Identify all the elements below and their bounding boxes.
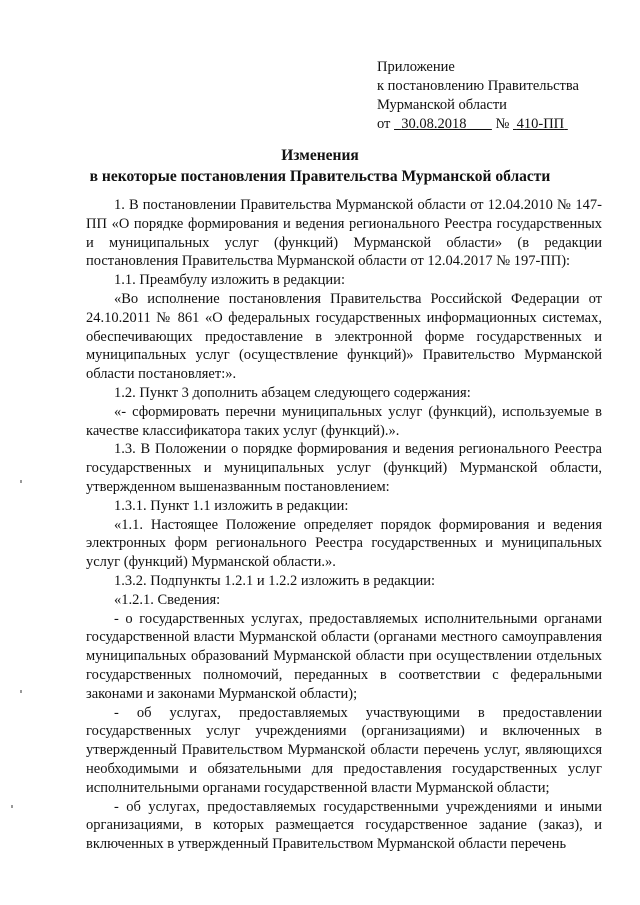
title-line-2: в некоторые постановления Правительства Мурманской области [89, 168, 551, 185]
paragraph-1-2: 1.2. Пункт 3 дополнить абзацем следующего содержания: [114, 384, 471, 401]
document-number: 410-ПП [516, 116, 565, 132]
list-item-1: - о государственных услугах, предоставляемых исполнительными органами государственной власти Мурманской области (органами местного самоуправления муниципальных образований Мурманской области при осуществлении отдельных государственных полномочий, переданных в соответствии с федеральными законами и законами Мурманской области); [86, 610, 602, 702]
paragraph-1-1: 1.1. Преамбулу изложить в редакции: [114, 272, 345, 289]
document-title [0, 145, 640, 187]
paragraph-1-3: 1.3. В Положении о порядке формирования и ведения регионального Реестра государственных и муниципальных услуг (функций) Мурманской области, утвержденном вышеназванным постановлением: [86, 441, 602, 495]
date-prefix: от [377, 116, 391, 132]
appendix-line-1: Приложение [377, 59, 455, 75]
document-body [86, 196, 602, 854]
scan-speck [11, 805, 13, 808]
scan-speck [20, 480, 22, 483]
paragraph-1-2-1: «1.2.1. Сведения: [114, 591, 221, 608]
document-date: 30.08.2018 [401, 116, 467, 132]
appendix-block [377, 58, 579, 134]
scan-speck [20, 690, 22, 693]
list-item-3: - об услугах, предоставляемых государственными учреждениями и иными организациями, в которых размещается государственное задание (заказ), и включенных в утвержденный Правительством Мурманской области перечень [86, 798, 602, 853]
list-item-2: - об услугах, предоставляемых участвующими в предоставлении государственных услуг учреждениями (организациями) и включенных в утвержденный Правительством Мурманской области перечень услуг, являющихся необходимыми и обязательными для предоставления государственных услуг исполнительными органами государственной власти Мурманской области; [86, 704, 602, 796]
title-line-1: Изменения [281, 147, 359, 164]
number-prefix: № [495, 116, 510, 132]
paragraph-1-3-1-text: «1.1. Настоящее Положение определяет порядок формирования и ведения электронных форм регионального Реестра государственных и муниципальных услуг (функций) Мурманской области.». [86, 516, 602, 571]
paragraph-1-3-1: 1.3.1. Пункт 1.1 изложить в редакции: [114, 497, 349, 514]
paragraph-1: 1. В постановлении Правительства Мурманской области от 12.04.2010 № 147-ПП «О порядке формирования и ведения регионального Реестра государственных и муниципальных услуг (функций) Мурманской области» (в редакции постановления Правительства Мурманской области от 12.04.2017 № 197-ПП): [86, 197, 602, 270]
paragraph-1-2-text: «- сформировать перечни муниципальных услуг (функций), используемые в качестве классификатора таких услуг (функций).». [86, 403, 602, 439]
paragraph-1-3-2: 1.3.2. Подпункты 1.2.1 и 1.2.2 изложить в редакции: [114, 572, 435, 589]
appendix-date-line [377, 115, 579, 134]
paragraph-preamble-text: «Во исполнение постановления Правительства Российской Федерации от 24.10.2011 № 861 «О федеральных государственных информационных системах, обеспечивающих предоставление в электронной форме государственных и муниципальных услуг (осуществление функций)» Правительство Мурманской области постановляет:». [86, 290, 602, 383]
appendix-line-2: к постановлению Правительства [377, 78, 579, 94]
appendix-line-3: Мурманской области [377, 97, 507, 113]
